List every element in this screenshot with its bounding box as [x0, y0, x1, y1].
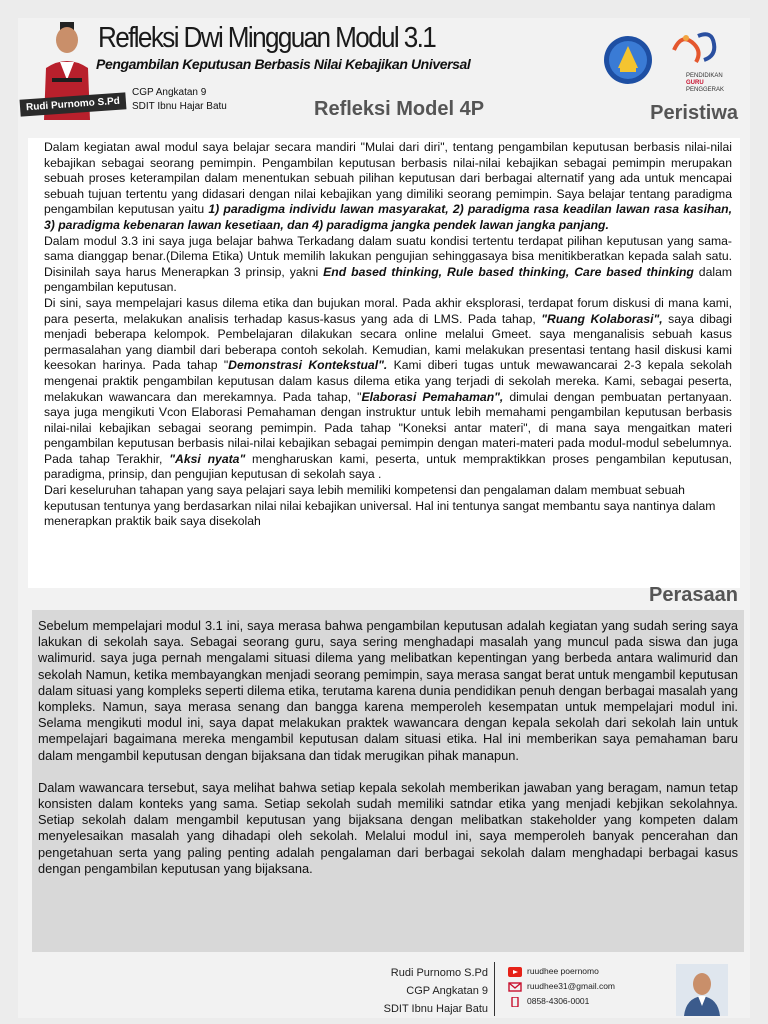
text-run: Dalam kegiatan awal modul saya belajar secara mandiri "Mulai dari diri", tentang pengambilan keputusan berbasis nilai-nilai kebajikan sebagai seorang pemimpin. Pengambilan keputusan berbasis nilai-nilai kebajikan sebagai pemimpin merupakan sebuah proses keterampilan dalam menentukan sebuah pilihan keputusan dari berbagai alternatif yang ada untuk mencapai sebuah tujuan tertentu yang didasari dengan nilai kebajikan yang dimiliki seorang pemimpin. Saya belajar tentang paradigma pengambilan keputusan yaitu	[44, 140, 732, 217]
email-address: ruudhee31@gmail.com	[527, 981, 616, 991]
peristiwa-section	[28, 138, 740, 588]
peristiwa-paragraph-4: Dari keseluruhan tahapan yang saya pelajari saya lebih memiliki kompetensi dan pengalaman dalam membuat sebuah keputusan tentunya yang berdasarkan nilai nilai kebajikan universal. Hal ini tentunya sangat membantu saya nantinya dalam menerapkan praktik baik saya disekolah	[44, 483, 716, 529]
logo-line-1: PENDIDIKAN	[686, 73, 723, 79]
perasaan-paragraph-2: Dalam wawancara tersebut, saya melihat bahwa setiap kepala sekolah memberikan jawaban yang beragam, namun tetap konsisten dalam konteks yang sama. Setiap sekolah sudah memiliki satndar etika yang menjadi kebjikan sekolahnya. Setiap sekolah dalam mengambil keputusan yang bijaksana dengan melibatkan stakeholder yang kompeten dalam menyelesaikan masalah yang dihadapi oleh sekolah. Melalui modul ini, saya memperoleh banyak pencerahan dan pengetahuan serta yang paling penting adalah pengalaman dari berbagai sekolah dalam menghadapi berbagai kasus dengan pengambilan keputusan yang bijaksana.	[38, 779, 738, 876]
document-page	[18, 18, 750, 1018]
guru-penggerak-text	[668, 73, 740, 94]
youtube-row	[508, 964, 615, 979]
header	[18, 18, 750, 136]
text-run: dalam pengambilan keputusan.	[44, 264, 732, 295]
cgp-line: CGP Angkatan 9	[132, 87, 207, 98]
model-label: Refleksi Model 4P	[314, 98, 485, 120]
peristiwa-paragraph-3	[44, 296, 732, 483]
peristiwa-paragraph-2	[44, 234, 732, 296]
section-peristiwa-heading: Peristiwa	[650, 102, 738, 124]
footer	[18, 956, 750, 1018]
perasaan-paragraph-1: Sebelum mempelajari modul 3.1 ini, saya merasa bahwa pengambilan keputusan adalah kegiatan yang sudah sering saya lakukan di sekolah saya. Sebagai seorang guru, saya sering menghadapi masalah yang muncul pada siswa dan juga walimurid. saya juga pernah mengalami situasi dilema yang melibatkan kepentingan yang berbeda antara walimurid dan sekolah Namun, ketika membayangkan menjadi seorang pemimpin, saya merasa sangat berat untuk mengambil keputusan dalam situasi yang kompleks seperti dilema etika, terutama karena dunia pendidikan penuh dengan berbagai masalah yang kompleks. Namun, saya merasa senang dan bangga karena memperoleh kesempatan untuk mempelajari modul ini. Selama mengikuti modul ini, saya dapat melakukan praktek wawancara dengan kepala sekolah dari sekolah lain untuk mempelajari bagaimana mereka mengambil keputusan dalam situasi etika. Hal ini memberikan saya pemahaman baru dalam mengambil keputusan dengan bijaksana dan tidak merugikan pihak manapun.	[38, 618, 739, 763]
paragraph-gap	[38, 764, 738, 780]
phone-icon	[508, 997, 522, 1007]
footer-name: Rudi Purnomo S.Pd	[390, 967, 488, 979]
text-emphasis: Demonstrasi Kontekstual".	[228, 358, 388, 373]
footer-author-block	[384, 964, 488, 1018]
text-run: Dalam modul 3.3 ini saya juga belajar bahwa Terkadang dalam suatu kondisi tertentu terdapat pilihan keputusan yang sama-sama dianggap benar.(Dilema Etika) Untuk memilih lakukan pengujian sehinggasaya bisa menitikberatkan kepada salah satu. Disinilah saya harus Menerapkan 3 prinsip, yakni	[44, 233, 732, 279]
footer-cgp: CGP Angkatan 9	[406, 985, 488, 997]
tut-wuri-handayani-logo	[602, 34, 654, 86]
page-title: Refleksi Dwi Mingguan Modul 3.1	[98, 22, 436, 54]
footer-school: SDIT Ibnu Hajar Batu	[383, 1003, 488, 1015]
guru-penggerak-logo	[668, 30, 740, 93]
guru-penggerak-mark	[668, 30, 740, 68]
text-run: mengharuskan kami, peserta, untuk mempraktikkan proses pengambilan keputusan, paradigma, prinsip, dan pengujian keputusan di sekolah saya .	[44, 451, 733, 482]
logo-line-2: GURU	[686, 80, 704, 86]
email-row	[508, 979, 615, 994]
peristiwa-paragraph-1	[44, 140, 732, 234]
name-tag: Rudi Purnomo S.Pd	[20, 92, 127, 116]
text-run: Di sini, saya mempelajari kasus dilema etika dan bujukan moral. Pada akhir eksplorasi, terdapat forum diskusi di mana kami, para peserta, melakukan analisis terhadap kasus-kasus yang ada di LMS. Pada tahap,	[44, 295, 732, 326]
text-emphasis: "Ruang Kolaborasi",	[541, 311, 663, 326]
footer-divider	[494, 962, 495, 1016]
text-emphasis: "Aksi nyata"	[169, 451, 246, 466]
text-run: saya dibagi menjadi beberapa kelompok. Pembelajaran dilakukan secara online melalui Gmeet. saya menganalisis sebuah kasus permasalahan yang diambil dari beberapa contoh sekolah. Kemudian, kami melakukan presentasi tentang hasil diskusi kami keesokan harinya. Pada tahap "	[44, 311, 732, 373]
footer-contact	[508, 964, 615, 1009]
footer-author-photo	[676, 964, 728, 1016]
phone-number: 0858-4306-0001	[527, 996, 590, 1006]
perasaan-section	[32, 610, 744, 952]
text-run: Kami diberi tugas untuk mewawancarai 2-3 kepala sekolah mengenai praktik pengambilan keputusan dalam kasus dilema etika yang terjadi di sekolah mereka. Kami, sebagai peserta, melakukan wawancara dan merekamnya. Pada tahap, "	[44, 358, 732, 404]
text-emphasis: End based thinking, Rule based thinking, Care based thinking	[323, 264, 694, 279]
text-emphasis: Elaborasi Pemahaman",	[361, 389, 504, 404]
page-subtitle: Pengambilan Keputusan Berbasis Nilai Kebajikan Universal	[96, 56, 471, 72]
cgp-info	[132, 86, 227, 114]
text-run: dimulai dengan pembuatan pertanyaan. saya juga mengikuti Vcon Elaborasi Pemahaman dengan instruktur untuk lebih memahami pengambilan keputusan berbasis nilai-nilai kebajikan sebagai seorang pemimpin. Pada tahap "Koneksi antar materi", di mana saya mengaitkan materi pengambilan keputusan berbasis nilai-nilai kebajikan sebagai pemimpin dengan materi-materi pada modul-modul sebelumnya. Pada tahap Terakhir,	[44, 389, 732, 466]
phone-row	[508, 994, 615, 1009]
mail-icon	[508, 982, 522, 992]
school-line: SDIT Ibnu Hajar Batu	[132, 101, 227, 112]
youtube-channel: ruudhee poernomo	[527, 966, 599, 976]
section-perasaan-heading: Perasaan	[649, 584, 738, 606]
text-emphasis: 1) paradigma individu lawan masyarakat, 2) paradigma rasa keadilan lawan rasa kasihan, 3) paradigma kebenaran lawan kesetiaan, dan 4) paradigma jangka pendek lawan jangka panjang.	[44, 202, 733, 232]
logo-line-3: PENGGERAK	[686, 87, 725, 93]
youtube-icon	[508, 967, 522, 977]
